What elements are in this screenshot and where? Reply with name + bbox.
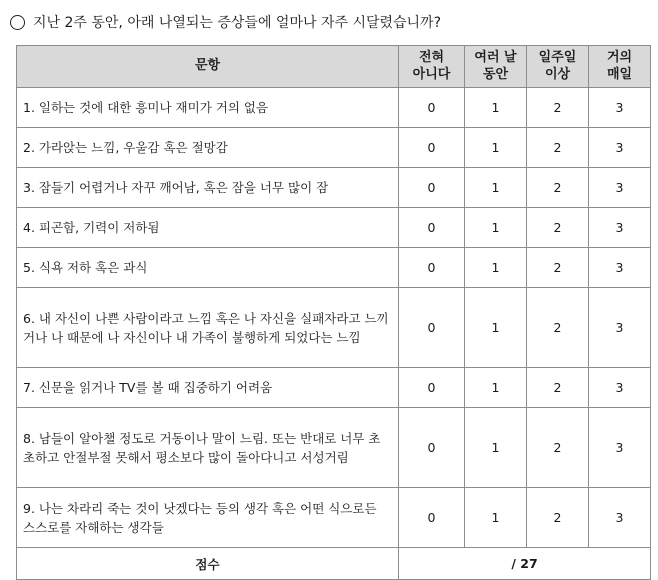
score-cell[interactable]: 2 [527, 488, 589, 548]
table-row [17, 248, 651, 288]
score-cell[interactable]: 1 [465, 248, 527, 288]
score-cell[interactable]: 0 [399, 488, 465, 548]
score-cell[interactable]: 2 [527, 128, 589, 168]
item-text: 3. 잠들기 어렵거나 자꾸 깨어남, 혹은 잠을 너무 많이 잠 [17, 168, 399, 208]
radio-circle-icon[interactable] [10, 15, 25, 30]
score-cell[interactable]: 0 [399, 88, 465, 128]
header-several-days: 여러 날 동안 [465, 46, 527, 88]
score-cell[interactable]: 3 [589, 248, 651, 288]
item-text: 5. 식욕 저하 혹은 과식 [17, 248, 399, 288]
total-score[interactable]: / 27 [399, 548, 651, 580]
item-text: 4. 피곤함, 기력이 저하됨 [17, 208, 399, 248]
item-text: 1. 일하는 것에 대한 흥미나 재미가 거의 없음 [17, 88, 399, 128]
total-row [17, 548, 651, 580]
header-more-than-week: 일주일 이상 [527, 46, 589, 88]
score-cell[interactable]: 2 [527, 288, 589, 368]
score-cell[interactable]: 2 [527, 408, 589, 488]
question-prompt [10, 9, 441, 35]
score-cell[interactable]: 0 [399, 168, 465, 208]
score-cell[interactable]: 3 [589, 208, 651, 248]
score-cell[interactable]: 1 [465, 88, 527, 128]
item-text: 2. 가라앉는 느낌, 우울감 혹은 절망감 [17, 128, 399, 168]
item-text: 6. 내 자신이 나쁜 사람이라고 느낌 혹은 나 자신을 실패자라고 느끼거나 나 때문에 나 자신이나 내 가족이 불행하게 되었다는 느낌 [17, 288, 399, 368]
score-cell[interactable]: 3 [589, 88, 651, 128]
score-cell[interactable]: 1 [465, 168, 527, 208]
score-cell[interactable]: 1 [465, 368, 527, 408]
score-cell[interactable]: 0 [399, 208, 465, 248]
score-cell[interactable]: 0 [399, 288, 465, 368]
score-cell[interactable]: 3 [589, 408, 651, 488]
score-cell[interactable]: 1 [465, 128, 527, 168]
score-cell[interactable]: 3 [589, 368, 651, 408]
score-cell[interactable]: 2 [527, 368, 589, 408]
score-cell[interactable]: 1 [465, 488, 527, 548]
score-cell[interactable]: 2 [527, 168, 589, 208]
score-cell[interactable]: 0 [399, 248, 465, 288]
header-row [17, 46, 651, 88]
table-row [17, 488, 651, 548]
phq9-table [16, 45, 651, 580]
score-cell[interactable]: 1 [465, 288, 527, 368]
table-row [17, 288, 651, 368]
question-text: 지난 2주 동안, 아래 나열되는 증상들에 얼마나 자주 시달렸습니까? [33, 15, 442, 31]
table-row [17, 208, 651, 248]
header-not-at-all: 전혀 아니다 [399, 46, 465, 88]
item-text: 8. 남들이 알아챌 정도로 거동이나 말이 느림. 또는 반대로 너무 초초하고 안절부절 못해서 평소보다 많이 돌아다니고 서성거림 [17, 408, 399, 488]
score-cell[interactable]: 2 [527, 208, 589, 248]
header-nearly-every-day: 거의 매일 [589, 46, 651, 88]
score-cell[interactable]: 2 [527, 248, 589, 288]
score-cell[interactable]: 3 [589, 128, 651, 168]
score-cell[interactable]: 0 [399, 408, 465, 488]
item-text: 7. 신문을 읽거나 TV를 볼 때 집중하기 어려움 [17, 368, 399, 408]
total-label: 점수 [17, 548, 399, 580]
table-row [17, 128, 651, 168]
table-row [17, 408, 651, 488]
score-cell[interactable]: 3 [589, 488, 651, 548]
score-cell[interactable]: 3 [589, 168, 651, 208]
score-cell[interactable]: 0 [399, 368, 465, 408]
table-row [17, 88, 651, 128]
header-item: 문항 [17, 46, 399, 88]
score-cell[interactable]: 2 [527, 88, 589, 128]
item-text: 9. 나는 차라리 죽는 것이 낫겠다는 등의 생각 혹은 어떤 식으로든 스스로를 자해하는 생각들 [17, 488, 399, 548]
score-cell[interactable]: 3 [589, 288, 651, 368]
table-row [17, 368, 651, 408]
table-row [17, 168, 651, 208]
score-cell[interactable]: 0 [399, 128, 465, 168]
score-cell[interactable]: 1 [465, 408, 527, 488]
score-cell[interactable]: 1 [465, 208, 527, 248]
